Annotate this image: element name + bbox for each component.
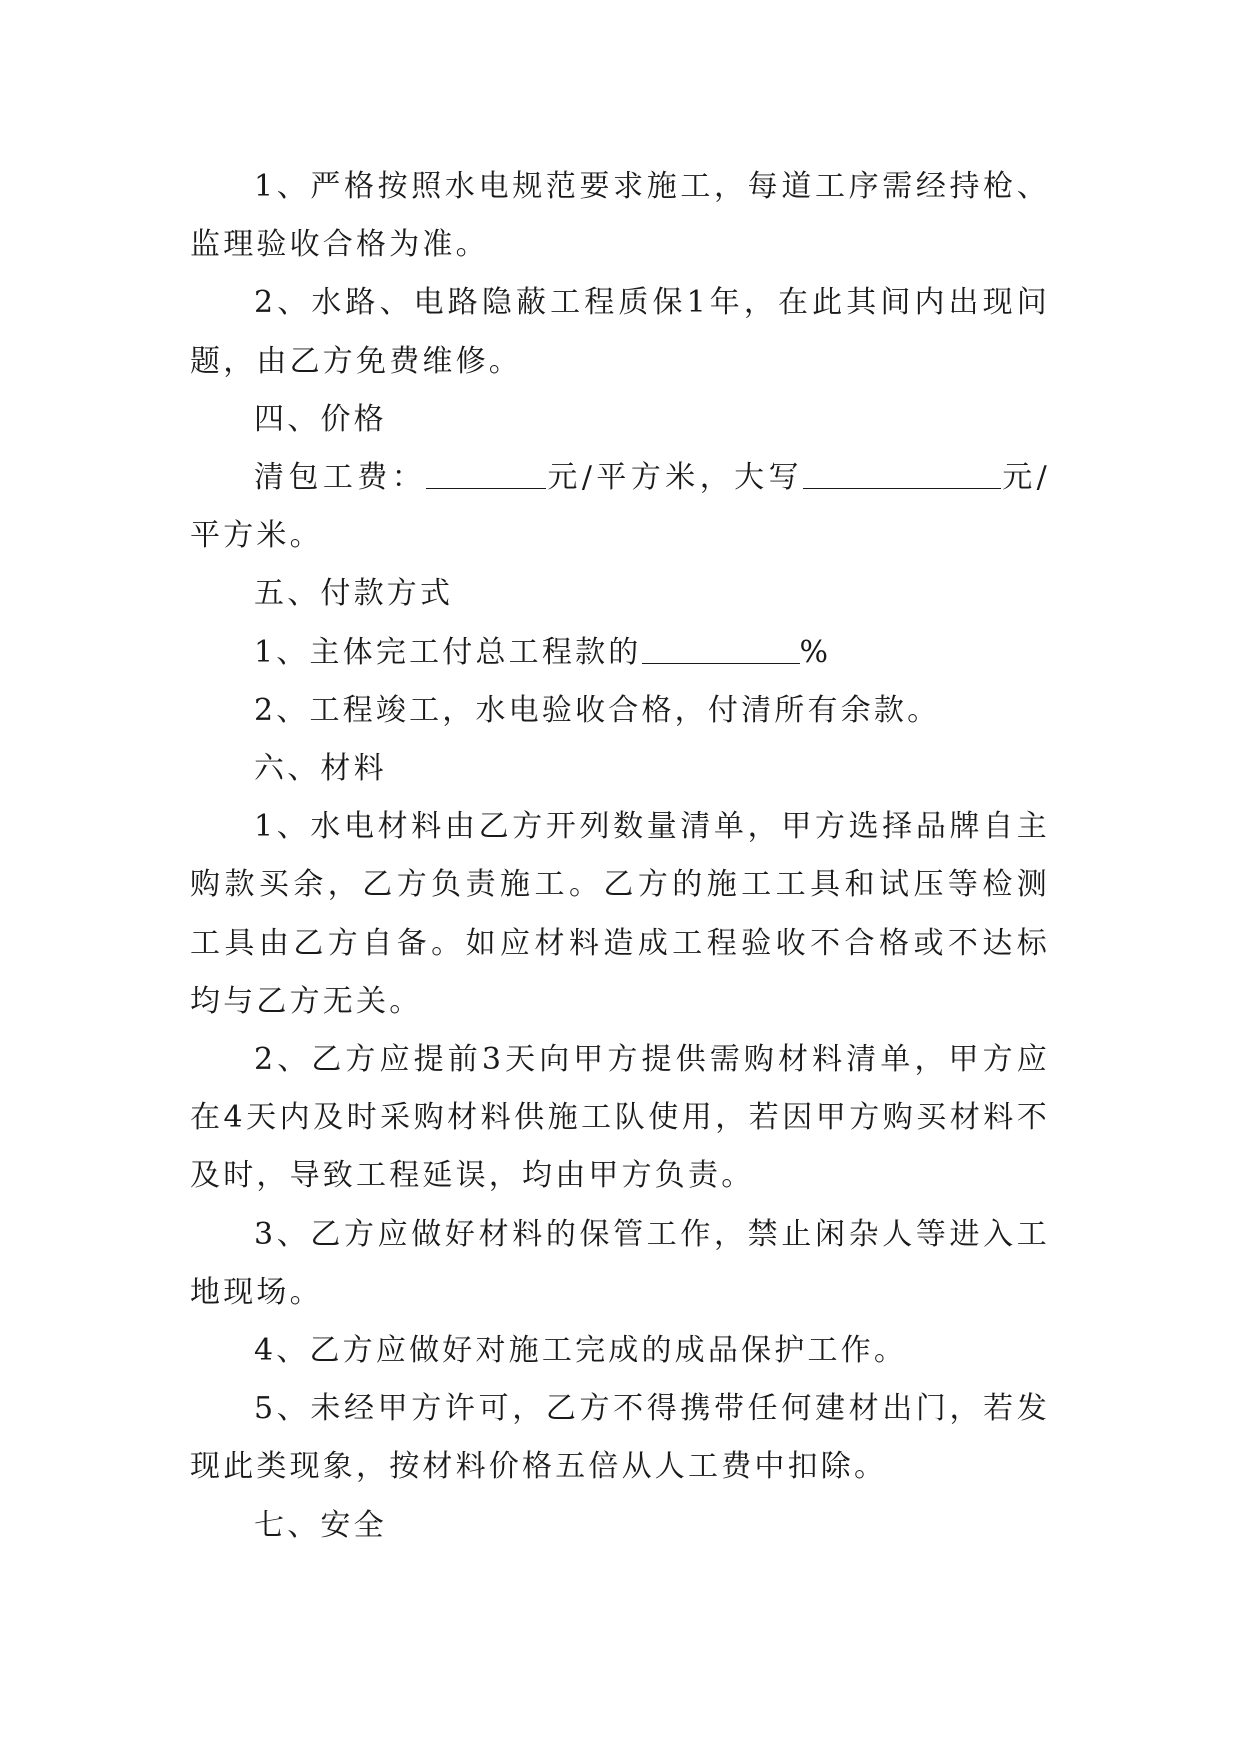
material-item-2: 2、乙方应提前3天向甲方提供需购材料清单，甲方应在4天内及时采购材料供施工队使用，若因甲方购买材料不及时，导致工程延误，均由甲方负责。 (190, 1042, 1050, 1194)
document-body (190, 158, 1050, 1555)
section6-heading: 六、材料 (254, 751, 387, 787)
payment-percent-blank-field (642, 633, 800, 664)
price-blank-field (426, 458, 546, 489)
payment-percent-sign: % (799, 634, 832, 670)
section3-item-1: 1、严格按照水电规范要求施工，每道工序需经持枪、监理验收合格为准。 (190, 169, 1050, 263)
material-item-5: 5、未经甲方许可，乙方不得携带任何建材出门，若发现此类现象，按材料价格五倍从人工费中扣除。 (190, 1391, 1050, 1485)
payment-item-1-text: 1、主体完工付总工程款的 (254, 634, 642, 670)
section5-heading: 五、付款方式 (254, 576, 454, 612)
section3-item-2: 2、水路、电路隐蔽工程质保1年，在此其间内出现问题，由乙方免费维修。 (190, 285, 1050, 379)
section4-heading: 四、价格 (254, 401, 387, 437)
section7-heading: 七、安全 (254, 1507, 387, 1543)
price-unit-text-2: 元/平方米。 (190, 460, 1050, 554)
material-item-1: 1、水电材料由乙方开列数量清单，甲方选择品牌自主购款买余，乙方负责施工。乙方的施工工具和试压等检测工具由乙方自备。如应材料造成工程验收不合格或不达标均与乙方无关。 (190, 809, 1050, 1019)
payment-item-2: 2、工程竣工，水电验收合格，付清所有余款。 (254, 692, 941, 728)
price-line (190, 449, 1050, 565)
price-label: 清包工费： (254, 460, 427, 496)
payment-item-1 (190, 624, 1050, 682)
price-unit-text: 元/平方米，大写 (546, 460, 804, 496)
material-item-4: 4、乙方应做好对施工完成的成品保护工作。 (254, 1333, 908, 1369)
material-item-3: 3、乙方应做好材料的保管工作，禁止闲杂人等进入工地现场。 (190, 1216, 1050, 1310)
price-uppercase-blank-field (803, 458, 1001, 489)
